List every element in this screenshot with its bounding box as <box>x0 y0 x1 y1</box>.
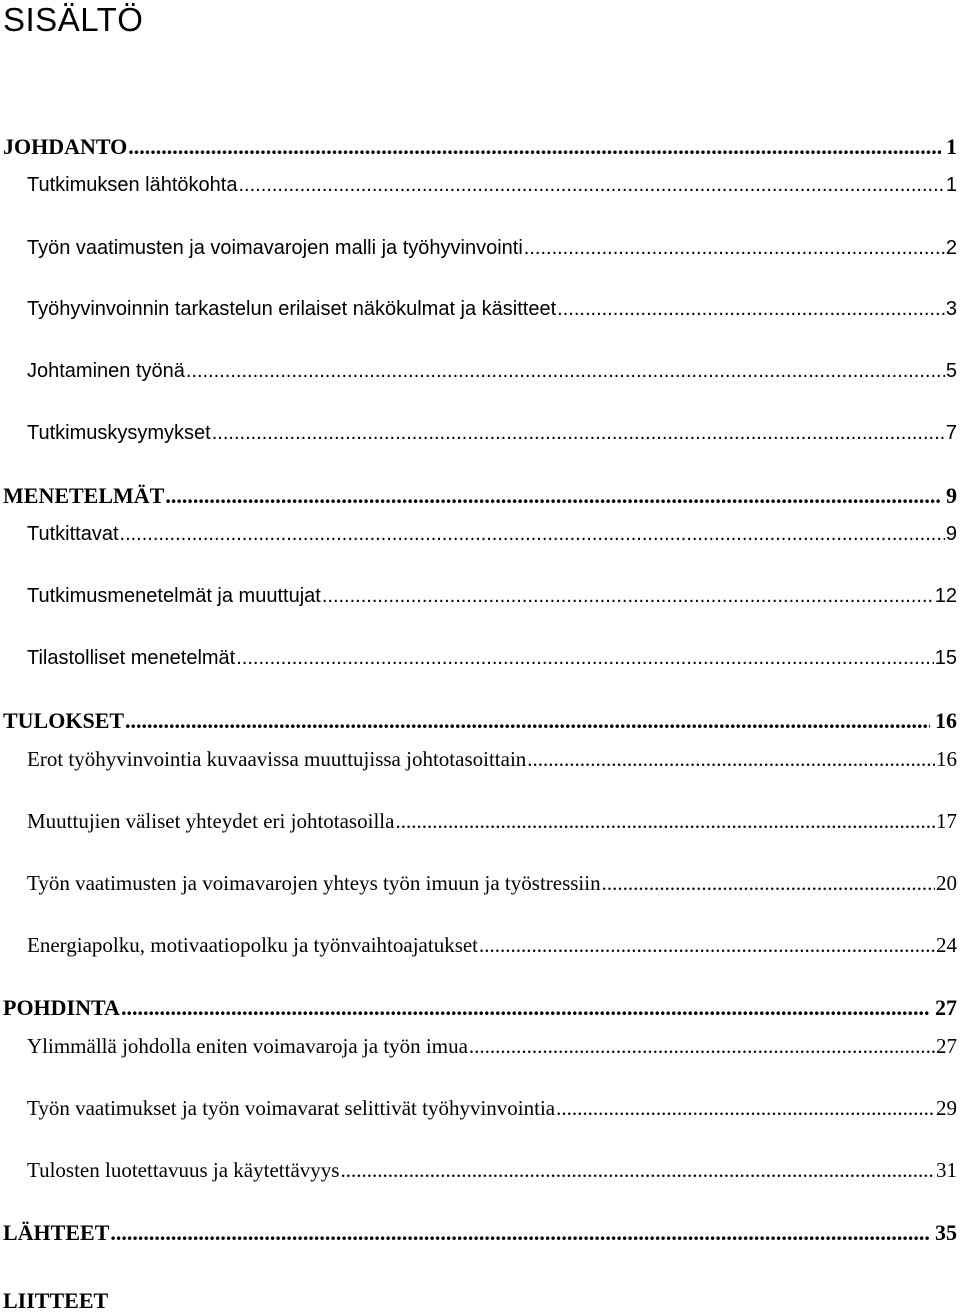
toc-dot-leader <box>524 233 945 263</box>
toc-entry-menetelmat[interactable] <box>0 481 960 511</box>
toc-entry-label: MENETELMÄT <box>3 483 165 508</box>
toc-entry-tyon-vaatimusten-malli[interactable] <box>0 233 960 263</box>
toc-entry-pohdinta[interactable] <box>0 993 960 1023</box>
toc-entry-tutkittavat[interactable] <box>0 519 960 549</box>
toc-dot-leader <box>469 1031 935 1061</box>
toc-page-number: 17 <box>936 809 957 833</box>
toc-entry-label: Työn vaatimusten ja voimavarojen yhteys työn imuun ja työstressiin <box>27 871 601 895</box>
toc-entry-lahteet[interactable] <box>0 1218 960 1248</box>
toc-page-number: 1 <box>945 174 957 196</box>
toc-entry-label: TULOKSET <box>3 708 125 733</box>
toc-entry-label: Johtaminen työnä <box>27 360 185 382</box>
toc-page-number: 16 <box>935 708 957 733</box>
toc-entry-label: Tutkittavat <box>27 523 119 545</box>
toc-entry-label: Työn vaatimukset ja työn voimavarat selittivät työhyvinvointia <box>27 1096 556 1120</box>
toc-page-number: 12 <box>934 585 957 607</box>
toc-entry-label: Tulosten luotettavuus ja käytettävyys <box>27 1158 340 1182</box>
toc-entry-tutkimusmenetelmat[interactable] <box>0 581 960 611</box>
toc-dot-leader <box>557 294 945 324</box>
toc-entry-tyon-imu-ja-tyostressi[interactable] <box>0 868 960 898</box>
toc-page-number: 16 <box>936 747 957 771</box>
toc-page-number: 24 <box>936 933 957 957</box>
toc-dot-leader <box>340 1155 935 1185</box>
toc-dot-leader <box>322 581 934 611</box>
toc-entry-label: Energiapolku, motivaatiopolku ja työnvaihtoajatukset <box>27 933 479 957</box>
toc-dot-leader <box>212 418 945 448</box>
toc-page-number: 5 <box>945 360 957 382</box>
toc-dot-leader <box>110 1218 930 1248</box>
toc-entry-label: LIITTEET <box>3 1288 109 1313</box>
toc-dot-leader <box>238 170 944 200</box>
toc-dot-leader <box>125 706 930 736</box>
toc-page-number: 15 <box>934 647 957 669</box>
toc-entry-tutkimuskysymykset[interactable] <box>0 418 960 448</box>
toc-dot-leader <box>556 1093 935 1123</box>
toc-page-number: 20 <box>936 871 957 895</box>
toc-entry-label: Tutkimuskysymykset <box>27 422 211 444</box>
toc-entry-label: JOHDANTO <box>3 134 128 159</box>
toc-page-number: 9 <box>946 483 957 508</box>
toc-entry-label: Erot työhyvinvointia kuvaavissa muuttujissa johtotasoittain <box>27 747 527 771</box>
toc-page-number: 31 <box>936 1158 957 1182</box>
toc-dot-leader <box>527 744 935 774</box>
toc-dot-leader <box>120 519 945 549</box>
toc-page-number: 3 <box>945 298 957 320</box>
toc-entry-label: LÄHTEET <box>3 1220 110 1245</box>
toc-page-number: 35 <box>935 1220 957 1245</box>
toc-entry-tutkimuksen-lahtokohta[interactable] <box>0 170 960 200</box>
toc-page-number: 27 <box>935 995 957 1020</box>
toc-dot-leader <box>602 868 935 898</box>
toc-page-number: 29 <box>936 1096 957 1120</box>
toc-entry-johtaminen-tyona[interactable] <box>0 356 960 386</box>
toc-entry-label: Työhyvinvoinnin tarkastelun erilaiset näkökulmat ja käsitteet <box>27 298 557 320</box>
toc-dot-leader <box>236 643 934 673</box>
toc-entry-erot-tyohyvinvointia[interactable] <box>0 744 960 774</box>
toc-entry-label: Muuttujien väliset yhteydet eri johtotasoilla <box>27 809 395 833</box>
toc-dot-leader <box>121 993 930 1023</box>
toc-entry-tilastolliset-menetelmat[interactable] <box>0 643 960 673</box>
toc-page-number: 9 <box>945 523 957 545</box>
toc-dot-leader <box>128 132 941 162</box>
toc-dot-leader <box>395 806 935 836</box>
toc-dot-leader <box>165 481 941 511</box>
toc-dot-leader <box>186 356 945 386</box>
toc-entry-ylin-johto[interactable] <box>0 1031 960 1061</box>
toc-page-number: 27 <box>936 1034 957 1058</box>
toc-entry-muuttujien-yhteydet[interactable] <box>0 806 960 836</box>
toc-entry-tulokset[interactable] <box>0 706 960 736</box>
toc-entry-label: Tutkimusmenetelmät ja muuttujat <box>27 585 321 607</box>
toc-entry-label: Työn vaatimusten ja voimavarojen malli ja työhyvinvointi <box>27 237 523 259</box>
toc-entry-energiapolku[interactable] <box>0 930 960 960</box>
toc-page-number: 7 <box>945 422 957 444</box>
toc-entry-tyohyvinvoinnin-tarkastelu[interactable] <box>0 294 960 324</box>
page-title: SISÄLTÖ <box>3 1 144 38</box>
toc-entry-vaatimukset-selittivat[interactable] <box>0 1093 960 1123</box>
toc-entry-label: Tutkimuksen lähtökohta <box>27 174 238 196</box>
toc-page-number: 1 <box>946 134 957 159</box>
toc-entry-label: Ylimmällä johdolla eniten voimavaroja ja työn imua <box>27 1034 468 1058</box>
toc-entry-luotettavuus[interactable] <box>0 1155 960 1185</box>
toc-entry-label: Tilastolliset menetelmät <box>27 647 236 669</box>
toc-page-number: 2 <box>945 237 957 259</box>
toc-entry-label: POHDINTA <box>3 995 120 1020</box>
toc-entry-johdanto[interactable] <box>0 132 960 162</box>
toc-dot-leader <box>479 930 935 960</box>
